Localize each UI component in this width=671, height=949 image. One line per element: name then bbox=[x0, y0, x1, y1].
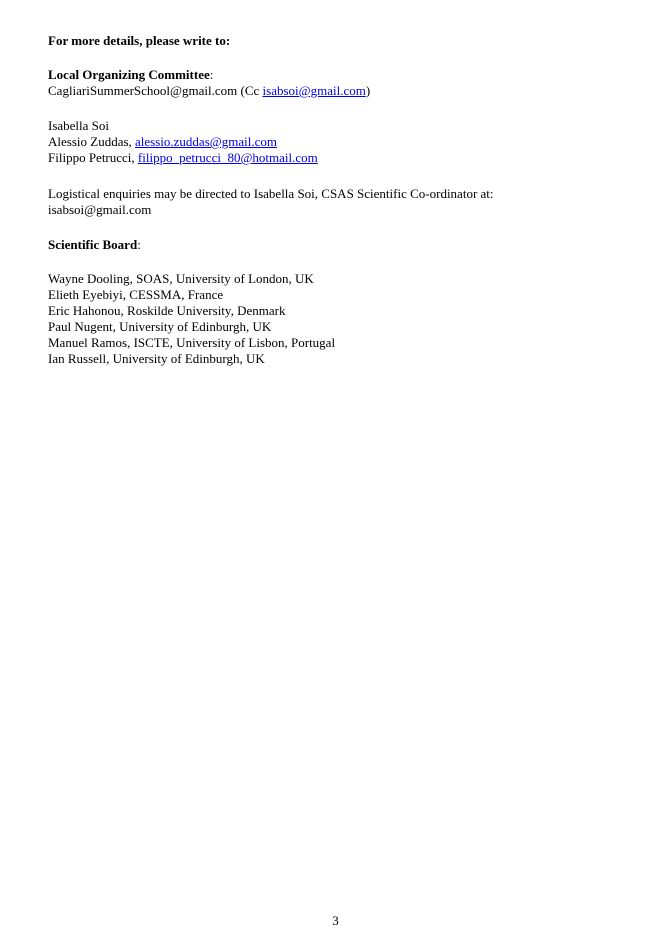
contact-section bbox=[48, 33, 648, 49]
contact-email-link[interactable]: alessio.zuddas@gmail.com bbox=[135, 134, 277, 149]
contact-name: Alessio Zuddas bbox=[48, 134, 129, 149]
cc-prefix: (Cc bbox=[237, 83, 263, 98]
contacts-section bbox=[48, 118, 648, 166]
board-member: Ian Russell, University of Edinburgh, UK bbox=[48, 351, 265, 366]
scientific-board-heading-line bbox=[48, 237, 648, 253]
scientific-board-heading-block bbox=[48, 237, 648, 253]
page-number: 3 bbox=[332, 913, 339, 928]
contact-name: Filippo Petrucci bbox=[48, 150, 132, 165]
cc-email-link[interactable]: isabsoi@gmail.com bbox=[262, 83, 366, 98]
cc-suffix: ) bbox=[365, 83, 371, 98]
contact-separator: , bbox=[128, 134, 136, 149]
scientific-board-title-suffix: : bbox=[137, 237, 141, 252]
board-member: Elieth Eyebiyi, CESSMA, France bbox=[48, 287, 224, 302]
scientific-board-title: Scientific Board bbox=[48, 237, 138, 252]
details-heading: For more details, please write to: bbox=[48, 33, 231, 48]
contact-separator: , bbox=[131, 150, 138, 165]
scientific-board-list bbox=[48, 271, 648, 367]
contact-email-link[interactable]: filippo_petrucci_80@hotmail.com bbox=[137, 150, 318, 165]
board-member: Wayne Dooling, SOAS, University of London, UK bbox=[48, 271, 314, 286]
local-committee-heading-line bbox=[48, 67, 648, 83]
contact-row bbox=[48, 134, 648, 150]
logistics-text: Logistical enquiries may be directed to Isabella Soi, CSAS Scientific Co-ordinator at: bbox=[48, 186, 494, 201]
board-member: Paul Nugent, University of Edinburgh, UK bbox=[48, 319, 272, 334]
logistics-email: isabsoi@gmail.com bbox=[48, 202, 152, 217]
local-committee-title: Local Organizing Committee bbox=[48, 67, 210, 82]
contact-row bbox=[48, 150, 648, 166]
contact-row bbox=[48, 118, 648, 134]
board-member: Manuel Ramos, ISCTE, University of Lisbon, Portugal bbox=[48, 335, 336, 350]
committee-email: CagliariSummerSchool@gmail.com bbox=[48, 83, 238, 98]
local-committee-section bbox=[48, 67, 648, 99]
local-committee-title-suffix: : bbox=[209, 67, 214, 82]
local-committee-email-line bbox=[48, 83, 648, 99]
contact-name: Isabella Soi bbox=[48, 118, 110, 133]
logistics-section bbox=[48, 186, 648, 218]
board-member: Eric Hahonou, Roskilde University, Denmark bbox=[48, 303, 286, 318]
